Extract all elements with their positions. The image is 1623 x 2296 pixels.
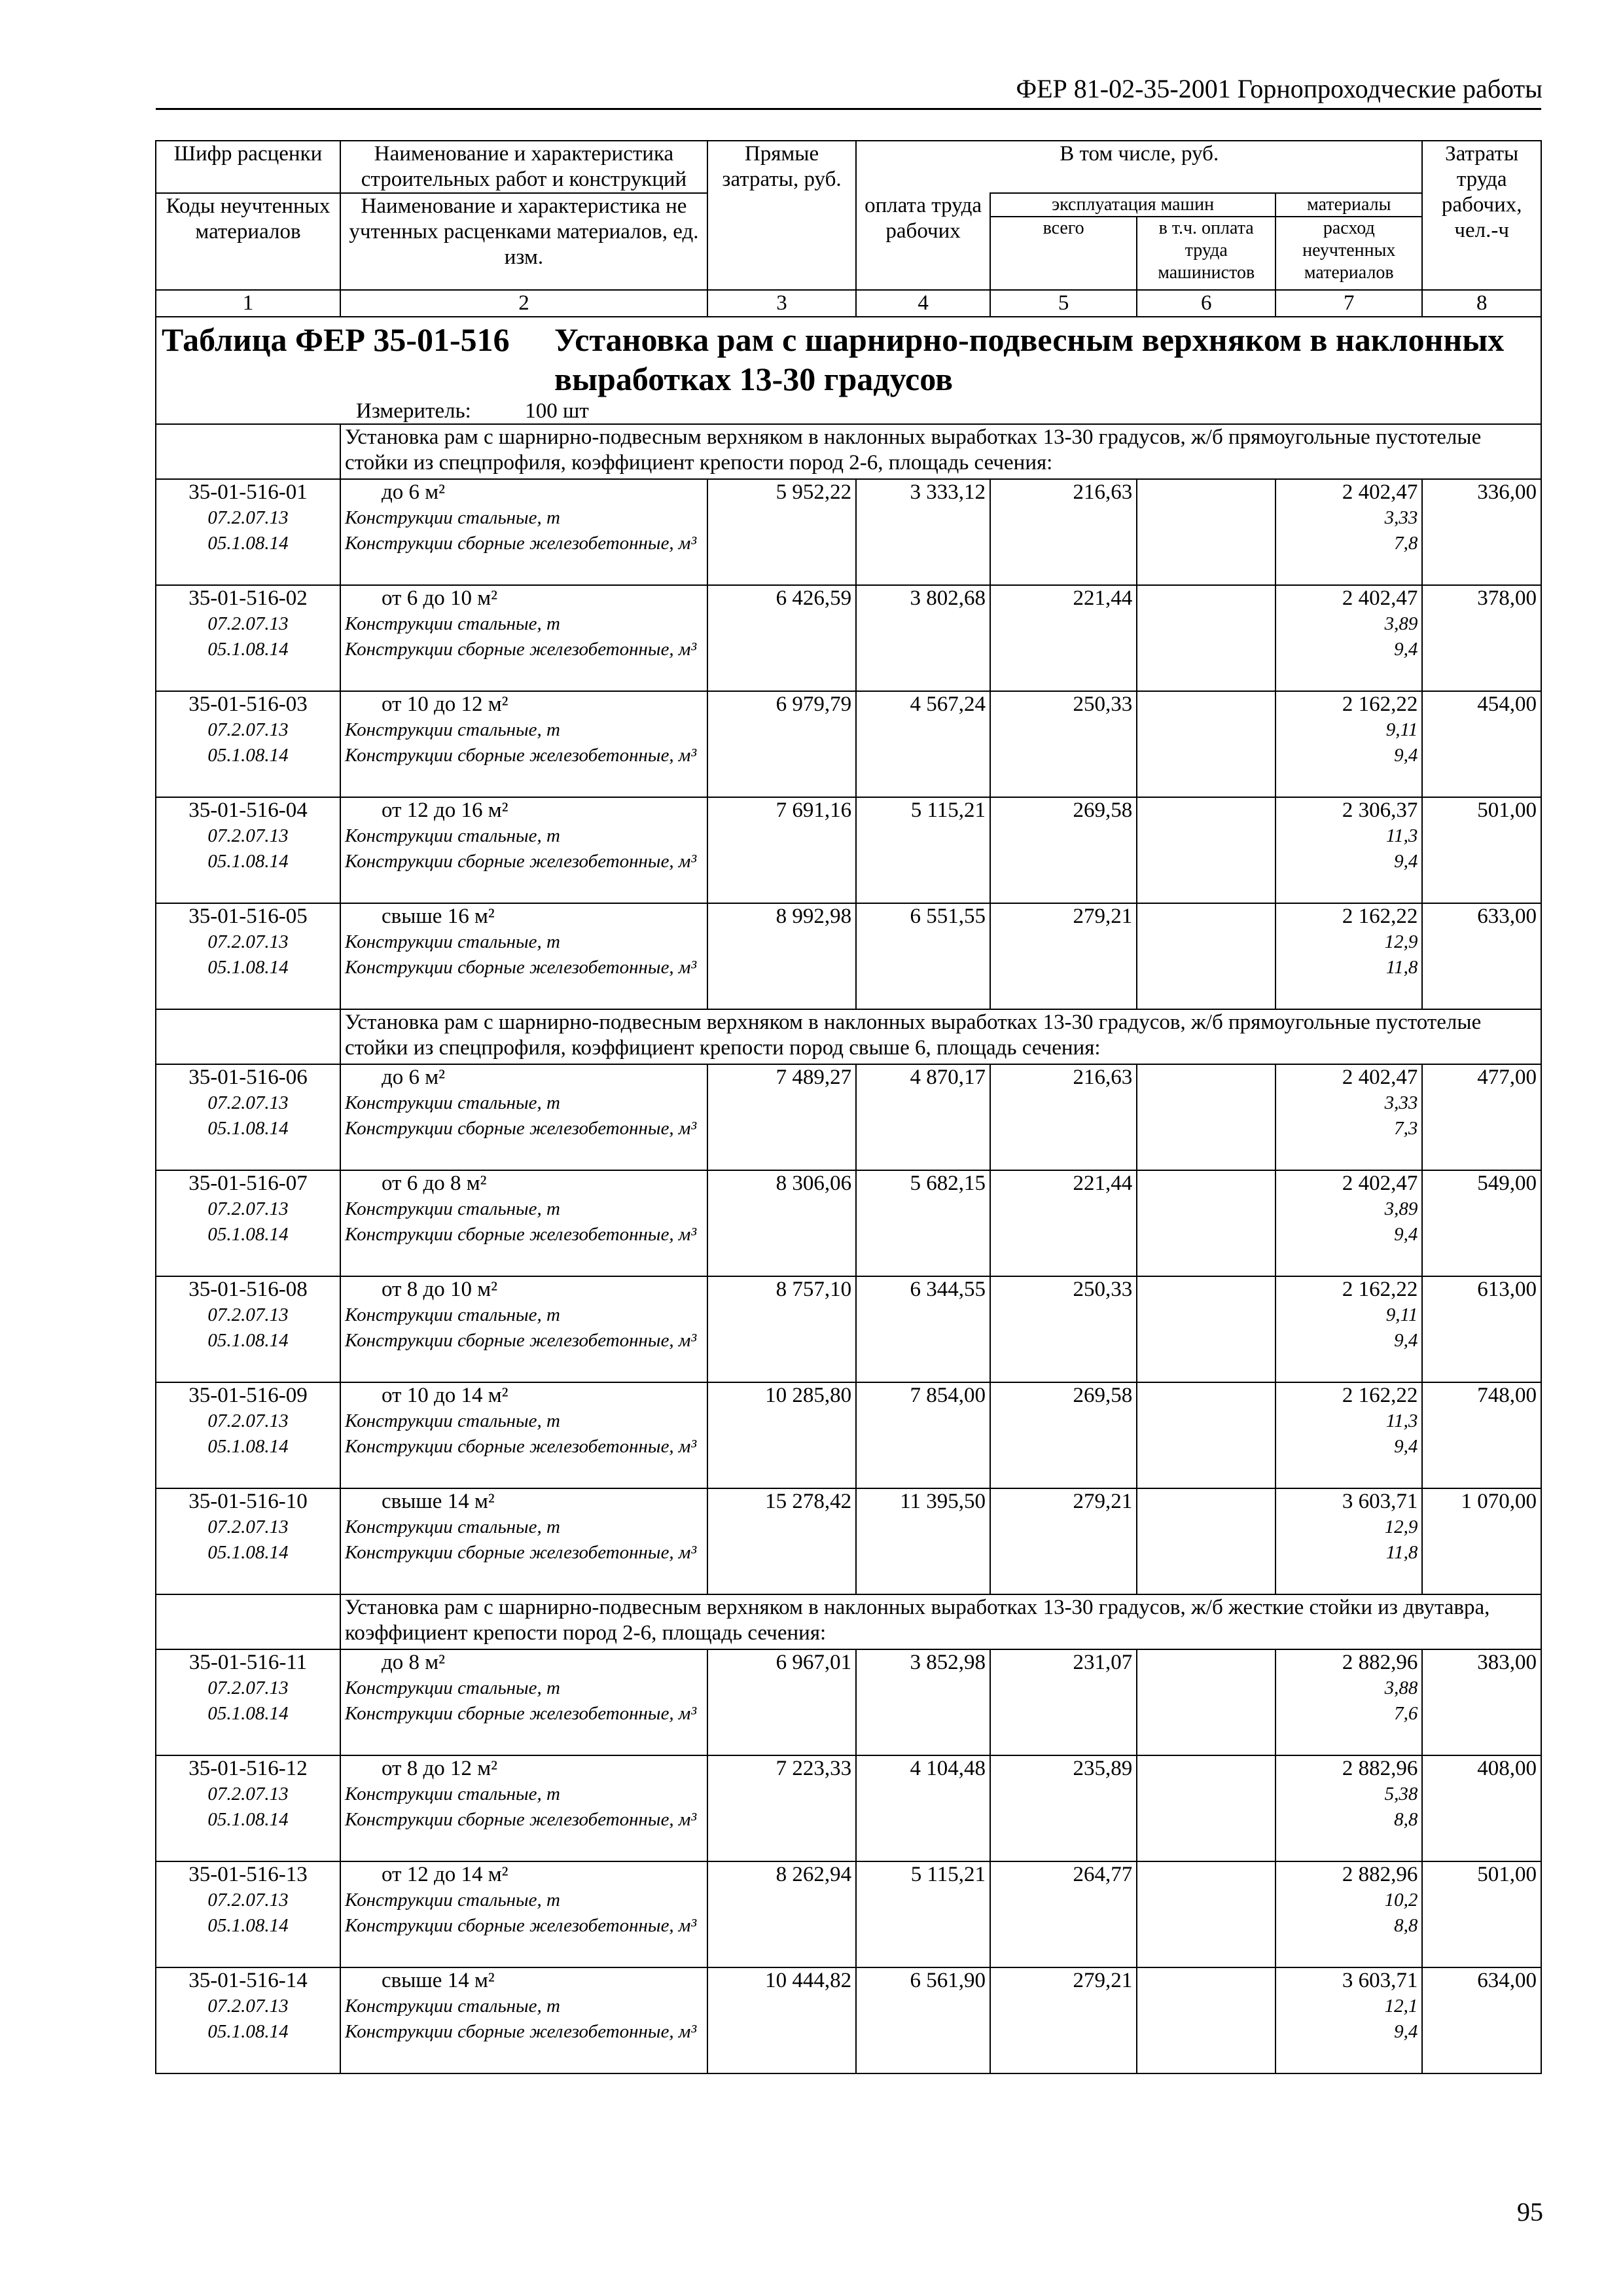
material-code: 05.1.08.14 <box>207 1915 289 1936</box>
material-name: Конструкции сборные железобетонные, м³ <box>344 533 697 554</box>
material-code: 05.1.08.14 <box>207 851 289 872</box>
value-materials: 3 603,71 <box>1342 1969 1418 1992</box>
value-labor: 634,00 <box>1422 1967 1541 2073</box>
header-rule <box>156 108 1541 110</box>
value-materials: 2 162,22 <box>1342 1278 1418 1301</box>
value-machines: 221,44 <box>990 1170 1137 1276</box>
value-machines-wages <box>1137 1649 1275 1755</box>
material-qty: 7,3 <box>1394 1118 1418 1139</box>
material-name: Конструкции стальные, т <box>344 1677 560 1698</box>
table-row <box>156 1967 1541 2073</box>
value-materials-cell <box>1275 585 1422 691</box>
rate-code-cell <box>156 1064 340 1170</box>
meter-label: Измеритель: <box>356 399 471 423</box>
rate-name-cell <box>340 1276 707 1382</box>
rate-name-cell <box>340 1170 707 1276</box>
material-code: 05.1.08.14 <box>207 957 289 978</box>
material-code: 07.2.07.13 <box>207 1677 289 1698</box>
table-row <box>156 1382 1541 1488</box>
rate-name-cell <box>340 1382 707 1488</box>
material-code: 05.1.08.14 <box>207 1436 289 1457</box>
col-machines-header: эксплуатация машин <box>990 193 1275 217</box>
table-row <box>156 797 1541 903</box>
col-code-materials-header: Коды неучтенных материалов <box>156 193 340 290</box>
value-direct: 6 426,59 <box>707 585 856 691</box>
value-materials: 2 402,47 <box>1342 1172 1418 1195</box>
rate-title: от 6 до 8 м² <box>381 1172 487 1195</box>
column-number: 4 <box>856 290 990 317</box>
rate-code: 35-01-516-10 <box>188 1490 308 1513</box>
running-title: ФЕР 81-02-35-2001 Горнопроходческие работы <box>1016 74 1543 103</box>
group-heading: Установка рам с шарнирно-подвесным верхняком в наклонных выработках 13-30 градусов, ж/б жесткие стойки из двутавра, коэффициент крепости пород 2-6, площадь сечения: <box>340 1594 1541 1649</box>
material-name: Конструкции стальные, т <box>344 1092 560 1113</box>
value-labor: 501,00 <box>1422 1861 1541 1967</box>
value-wages: 5 115,21 <box>856 1861 990 1967</box>
table-row <box>156 1488 1541 1594</box>
column-number: 8 <box>1422 290 1541 317</box>
material-code: 05.1.08.14 <box>207 1703 289 1724</box>
material-code: 07.2.07.13 <box>207 1198 289 1219</box>
value-machines: 269,58 <box>990 1382 1137 1488</box>
material-code: 07.2.07.13 <box>207 931 289 952</box>
rate-title: от 10 до 14 м² <box>381 1384 508 1407</box>
material-code: 07.2.07.13 <box>207 1092 289 1113</box>
rate-code-cell <box>156 585 340 691</box>
rate-code: 35-01-516-12 <box>188 1757 308 1780</box>
value-materials-cell <box>1275 1649 1422 1755</box>
material-qty: 12,1 <box>1384 1996 1418 2017</box>
value-direct: 8 262,94 <box>707 1861 856 1967</box>
rate-code-cell <box>156 1488 340 1594</box>
material-qty: 9,4 <box>1394 745 1418 766</box>
table-row <box>156 903 1541 1009</box>
value-wages: 4 567,24 <box>856 691 990 797</box>
value-direct: 15 278,42 <box>707 1488 856 1594</box>
material-code: 05.1.08.14 <box>207 2021 289 2042</box>
rate-name-cell <box>340 585 707 691</box>
material-qty: 9,4 <box>1394 2021 1418 2042</box>
header-row-1 <box>156 141 1541 193</box>
rate-title: до 6 м² <box>381 480 446 504</box>
material-code: 07.2.07.13 <box>207 613 289 634</box>
value-machines-wages <box>1137 1276 1275 1382</box>
value-direct: 7 489,27 <box>707 1064 856 1170</box>
table-row <box>156 1064 1541 1170</box>
value-labor: 383,00 <box>1422 1649 1541 1755</box>
value-labor: 549,00 <box>1422 1170 1541 1276</box>
value-labor: 613,00 <box>1422 1276 1541 1382</box>
value-direct: 7 223,33 <box>707 1755 856 1861</box>
rate-code: 35-01-516-05 <box>188 905 308 928</box>
table-row <box>156 1276 1541 1382</box>
material-code: 05.1.08.14 <box>207 639 289 660</box>
col-wages-header: оплата труда рабочих <box>856 193 990 290</box>
rate-code: 35-01-516-13 <box>188 1863 308 1886</box>
column-number: 3 <box>707 290 856 317</box>
rate-code-cell <box>156 479 340 585</box>
value-wages: 4 870,17 <box>856 1064 990 1170</box>
rate-name-cell <box>340 1488 707 1594</box>
value-machines-wages <box>1137 479 1275 585</box>
material-code: 05.1.08.14 <box>207 533 289 554</box>
rate-code: 35-01-516-03 <box>188 692 308 716</box>
material-code: 07.2.07.13 <box>207 1304 289 1325</box>
rate-title: от 12 до 14 м² <box>381 1863 508 1886</box>
material-code: 07.2.07.13 <box>207 1890 289 1910</box>
value-wages: 3 333,12 <box>856 479 990 585</box>
page-number: 95 <box>1517 2197 1543 2227</box>
material-name: Конструкции сборные железобетонные, м³ <box>344 1809 697 1830</box>
group-heading-empty <box>156 1594 340 1649</box>
group-heading-row <box>156 1009 1541 1064</box>
material-name: Конструкции стальные, т <box>344 1516 560 1537</box>
value-direct: 5 952,22 <box>707 479 856 585</box>
material-code: 07.2.07.13 <box>207 1996 289 2017</box>
rate-title: от 12 до 16 м² <box>381 798 508 822</box>
material-code: 07.2.07.13 <box>207 1410 289 1431</box>
value-machines: 216,63 <box>990 479 1137 585</box>
rate-title: свыше 14 м² <box>381 1969 495 1992</box>
rate-title: от 6 до 10 м² <box>381 586 498 610</box>
value-materials-cell <box>1275 903 1422 1009</box>
value-machines-wages <box>1137 1861 1275 1967</box>
value-machines-wages <box>1137 797 1275 903</box>
material-code: 05.1.08.14 <box>207 1118 289 1139</box>
material-name: Конструкции стальные, т <box>344 719 560 740</box>
material-qty: 3,33 <box>1384 1092 1418 1113</box>
material-code: 07.2.07.13 <box>207 1516 289 1537</box>
col-materials-header: материалы <box>1275 193 1422 217</box>
rate-name-cell <box>340 1649 707 1755</box>
material-qty: 9,4 <box>1394 851 1418 872</box>
rate-name-cell <box>340 1755 707 1861</box>
material-qty: 7,8 <box>1394 533 1418 554</box>
material-code: 05.1.08.14 <box>207 1330 289 1351</box>
material-qty: 9,4 <box>1394 1330 1418 1351</box>
rate-title: от 8 до 12 м² <box>381 1757 498 1780</box>
rate-title: свыше 14 м² <box>381 1490 495 1513</box>
rate-title: свыше 16 м² <box>381 905 495 928</box>
rate-title: до 8 м² <box>381 1651 446 1674</box>
column-numbers-row <box>156 290 1541 317</box>
col-materials-sub-header: расход неучтенных материалов <box>1275 217 1422 290</box>
rate-code: 35-01-516-04 <box>188 798 308 822</box>
value-materials: 2 402,47 <box>1342 1066 1418 1089</box>
value-wages: 3 852,98 <box>856 1649 990 1755</box>
rate-code-cell <box>156 1382 340 1488</box>
material-name: Конструкции сборные железобетонные, м³ <box>344 1542 697 1563</box>
value-materials: 2 402,47 <box>1342 480 1418 504</box>
material-name: Конструкции сборные железобетонные, м³ <box>344 1224 697 1245</box>
value-labor: 408,00 <box>1422 1755 1541 1861</box>
value-machines-wages <box>1137 585 1275 691</box>
material-code: 07.2.07.13 <box>207 825 289 846</box>
rate-code: 35-01-516-06 <box>188 1066 308 1089</box>
value-wages: 6 344,55 <box>856 1276 990 1382</box>
rate-title: до 6 м² <box>381 1066 446 1089</box>
value-materials-cell <box>1275 797 1422 903</box>
material-qty: 9,4 <box>1394 1436 1418 1457</box>
value-wages: 6 561,90 <box>856 1967 990 2073</box>
column-number: 1 <box>156 290 340 317</box>
material-name: Конструкции стальные, т <box>344 931 560 952</box>
rate-code-cell <box>156 1967 340 2073</box>
material-name: Конструкции сборные железобетонные, м³ <box>344 1436 697 1457</box>
value-direct: 10 285,80 <box>707 1382 856 1488</box>
value-materials-cell <box>1275 479 1422 585</box>
value-materials-cell <box>1275 1488 1422 1594</box>
material-code: 07.2.07.13 <box>207 1784 289 1804</box>
value-machines: 279,21 <box>990 1488 1137 1594</box>
value-machines: 221,44 <box>990 585 1137 691</box>
value-direct: 7 691,16 <box>707 797 856 903</box>
rate-code-cell <box>156 691 340 797</box>
value-materials: 2 162,22 <box>1342 905 1418 928</box>
material-name: Конструкции сборные железобетонные, м³ <box>344 745 697 766</box>
value-machines: 250,33 <box>990 1276 1137 1382</box>
table-title-row <box>156 317 1541 424</box>
table-number: Таблица ФЕР 35-01-516 <box>162 321 510 358</box>
material-qty: 10,2 <box>1384 1890 1418 1910</box>
value-wages: 5 115,21 <box>856 797 990 903</box>
value-labor: 633,00 <box>1422 903 1541 1009</box>
value-machines-wages <box>1137 903 1275 1009</box>
col-name-materials-header: Наименование и характеристика не учтенных расценками материалов, ед. изм. <box>340 193 707 290</box>
value-materials-cell <box>1275 1755 1422 1861</box>
value-machines: 279,21 <box>990 903 1137 1009</box>
material-qty: 9,11 <box>1385 719 1418 740</box>
table-row <box>156 691 1541 797</box>
material-qty: 11,3 <box>1385 825 1418 846</box>
rate-code: 35-01-516-09 <box>188 1384 308 1407</box>
rate-code-cell <box>156 1755 340 1861</box>
rate-name-cell <box>340 1064 707 1170</box>
material-name: Конструкции сборные железобетонные, м³ <box>344 1703 697 1724</box>
rate-code: 35-01-516-02 <box>188 586 308 610</box>
material-name: Конструкции сборные железобетонные, м³ <box>344 851 697 872</box>
group-heading: Установка рам с шарнирно-подвесным верхняком в наклонных выработках 13-30 градусов, ж/б прямоугольные пустотелые стойки из спецпрофиля, коэффициент крепости пород 2-6, площадь сечения: <box>340 424 1541 479</box>
material-qty: 9,4 <box>1394 639 1418 660</box>
value-materials: 2 162,22 <box>1342 692 1418 716</box>
value-wages: 7 854,00 <box>856 1382 990 1488</box>
material-name: Конструкции стальные, т <box>344 507 560 528</box>
material-name: Конструкции стальные, т <box>344 1784 560 1804</box>
material-name: Конструкции сборные железобетонные, м³ <box>344 1118 697 1139</box>
value-machines-wages <box>1137 1488 1275 1594</box>
material-qty: 9,11 <box>1385 1304 1418 1325</box>
rate-code-cell <box>156 1276 340 1382</box>
table-row <box>156 1755 1541 1861</box>
value-materials: 2 882,96 <box>1342 1863 1418 1886</box>
material-name: Конструкции сборные железобетонные, м³ <box>344 1915 697 1936</box>
value-materials-cell <box>1275 1064 1422 1170</box>
value-machines: 264,77 <box>990 1861 1137 1967</box>
group-heading-empty <box>156 424 340 479</box>
column-number: 5 <box>990 290 1137 317</box>
rate-title: от 8 до 10 м² <box>381 1278 498 1301</box>
value-materials: 3 603,71 <box>1342 1490 1418 1513</box>
material-qty: 8,8 <box>1394 1809 1418 1830</box>
value-wages: 6 551,55 <box>856 903 990 1009</box>
value-labor: 477,00 <box>1422 1064 1541 1170</box>
column-number: 2 <box>340 290 707 317</box>
value-materials: 2 306,37 <box>1342 798 1418 822</box>
value-direct: 8 306,06 <box>707 1170 856 1276</box>
column-number: 6 <box>1137 290 1275 317</box>
value-machines-wages <box>1137 1967 1275 2073</box>
material-name: Конструкции стальные, т <box>344 1304 560 1325</box>
value-labor: 748,00 <box>1422 1382 1541 1488</box>
value-labor: 1 070,00 <box>1422 1488 1541 1594</box>
material-qty: 12,9 <box>1384 1516 1418 1537</box>
value-machines-wages <box>1137 1755 1275 1861</box>
material-code: 05.1.08.14 <box>207 1542 289 1563</box>
material-name: Конструкции сборные железобетонные, м³ <box>344 957 697 978</box>
value-direct: 8 757,10 <box>707 1276 856 1382</box>
value-materials-cell <box>1275 1967 1422 2073</box>
value-machines-wages <box>1137 1064 1275 1170</box>
rate-groups <box>156 424 1541 2073</box>
rate-code: 35-01-516-01 <box>188 480 308 504</box>
material-name: Конструкции стальные, т <box>344 1198 560 1219</box>
rate-name-cell <box>340 479 707 585</box>
value-direct: 8 992,98 <box>707 903 856 1009</box>
value-wages: 3 802,68 <box>856 585 990 691</box>
value-wages: 5 682,15 <box>856 1170 990 1276</box>
value-machines: 279,21 <box>990 1967 1137 2073</box>
rate-name-cell <box>340 1967 707 2073</box>
value-machines-wages <box>1137 691 1275 797</box>
material-qty: 11,8 <box>1385 1542 1418 1563</box>
value-direct: 6 967,01 <box>707 1649 856 1755</box>
rate-name-cell <box>340 1861 707 1967</box>
material-code: 05.1.08.14 <box>207 1224 289 1245</box>
rate-code-cell <box>156 1861 340 1967</box>
table-row <box>156 585 1541 691</box>
value-machines: 231,07 <box>990 1649 1137 1755</box>
group-heading-empty <box>156 1009 340 1064</box>
value-materials-cell <box>1275 1170 1422 1276</box>
material-code: 07.2.07.13 <box>207 507 289 528</box>
col-name-header: Наименование и характеристика строительных работ и конструкций <box>340 141 707 193</box>
price-table <box>155 140 1542 2074</box>
table-row <box>156 479 1541 585</box>
material-name: Конструкции стальные, т <box>344 1890 560 1910</box>
group-heading-row <box>156 1594 1541 1649</box>
value-wages: 4 104,48 <box>856 1755 990 1861</box>
material-name: Конструкции стальные, т <box>344 613 560 634</box>
rate-code: 35-01-516-07 <box>188 1172 308 1195</box>
col-direct-header: Прямые затраты, руб. <box>707 141 856 290</box>
col-code-header: Шифр расценки <box>156 141 340 193</box>
value-materials: 2 402,47 <box>1342 586 1418 610</box>
material-qty: 11,8 <box>1385 957 1418 978</box>
group-heading: Установка рам с шарнирно-подвесным верхняком в наклонных выработках 13-30 градусов, ж/б прямоугольные пустотелые стойки из спецпрофиля, коэффициент крепости пород свыше 6, площадь сечения: <box>340 1009 1541 1064</box>
value-labor: 501,00 <box>1422 797 1541 903</box>
rate-code-cell <box>156 903 340 1009</box>
material-qty: 3,33 <box>1384 507 1418 528</box>
rate-code-cell <box>156 797 340 903</box>
table-title: Установка рам с шарнирно-подвесным верхняком в наклонных выработках 13-30 градусов <box>554 321 1505 397</box>
table-row <box>156 1861 1541 1967</box>
rate-code-cell <box>156 1649 340 1755</box>
value-materials: 2 882,96 <box>1342 1651 1418 1674</box>
rate-code-cell <box>156 1170 340 1276</box>
value-materials: 2 162,22 <box>1342 1384 1418 1407</box>
rate-code: 35-01-516-14 <box>188 1969 308 1992</box>
material-qty: 3,89 <box>1384 1198 1418 1219</box>
table-row <box>156 1170 1541 1276</box>
value-machines-wages <box>1137 1170 1275 1276</box>
material-qty: 8,8 <box>1394 1915 1418 1936</box>
material-code: 05.1.08.14 <box>207 745 289 766</box>
rate-name-cell <box>340 903 707 1009</box>
rate-name-cell <box>340 691 707 797</box>
meter-value: 100 шт <box>525 399 589 423</box>
material-name: Конструкции сборные железобетонные, м³ <box>344 2021 697 2042</box>
material-code: 07.2.07.13 <box>207 719 289 740</box>
value-wages: 11 395,50 <box>856 1488 990 1594</box>
col-machines-total-header: всего <box>990 217 1137 290</box>
material-qty: 5,38 <box>1384 1784 1418 1804</box>
value-materials-cell <box>1275 1861 1422 1967</box>
col-labor-header: Затраты труда рабочих, чел.-ч <box>1422 141 1541 290</box>
value-labor: 454,00 <box>1422 691 1541 797</box>
value-materials: 2 882,96 <box>1342 1757 1418 1780</box>
material-name: Конструкции сборные железобетонные, м³ <box>344 639 697 660</box>
value-direct: 6 979,79 <box>707 691 856 797</box>
material-name: Конструкции сборные железобетонные, м³ <box>344 1330 697 1351</box>
rate-name-cell <box>340 797 707 903</box>
table-row <box>156 1649 1541 1755</box>
value-materials-cell <box>1275 1382 1422 1488</box>
value-machines-wages <box>1137 1382 1275 1488</box>
material-name: Конструкции стальные, т <box>344 1410 560 1431</box>
rate-code: 35-01-516-11 <box>188 1651 308 1674</box>
material-qty: 9,4 <box>1394 1224 1418 1245</box>
value-machines: 250,33 <box>990 691 1137 797</box>
material-qty: 12,9 <box>1384 931 1418 952</box>
col-machines-wages-header: в т.ч. оплата труда машинистов <box>1137 217 1275 290</box>
material-qty: 3,88 <box>1384 1677 1418 1698</box>
material-code: 05.1.08.14 <box>207 1809 289 1830</box>
meter-line <box>156 399 1541 423</box>
value-labor: 336,00 <box>1422 479 1541 585</box>
value-machines: 216,63 <box>990 1064 1137 1170</box>
material-name: Конструкции стальные, т <box>344 1996 560 2017</box>
rate-title: от 10 до 12 м² <box>381 692 508 716</box>
column-number: 7 <box>1275 290 1422 317</box>
value-materials-cell <box>1275 691 1422 797</box>
material-name: Конструкции стальные, т <box>344 825 560 846</box>
material-qty: 11,3 <box>1385 1410 1418 1431</box>
material-qty: 3,89 <box>1384 613 1418 634</box>
col-incl-header: В том числе, руб. <box>856 141 1422 193</box>
group-heading-row <box>156 424 1541 479</box>
value-direct: 10 444,82 <box>707 1967 856 2073</box>
value-materials-cell <box>1275 1276 1422 1382</box>
material-qty: 7,6 <box>1394 1703 1418 1724</box>
value-machines: 235,89 <box>990 1755 1137 1861</box>
value-labor: 378,00 <box>1422 585 1541 691</box>
value-machines: 269,58 <box>990 797 1137 903</box>
rate-code: 35-01-516-08 <box>188 1278 308 1301</box>
